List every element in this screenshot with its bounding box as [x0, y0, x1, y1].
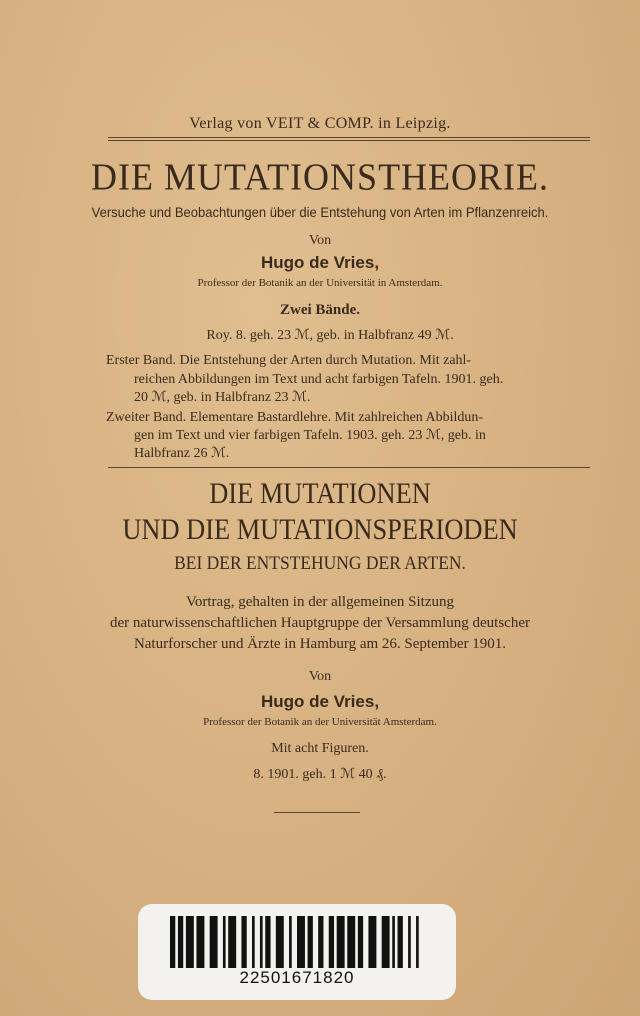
book1-volumes: Zwei Bände. — [279, 302, 360, 318]
barcode-bars — [170, 916, 424, 968]
book1-price: Roy. 8. geh. 23 ℳ, geb. in Halbfranz 49 ℳ. — [206, 328, 454, 343]
barcode-bar — [329, 916, 334, 968]
book2-von: Von — [308, 669, 332, 684]
middle-rule — [108, 467, 590, 468]
barcode-bar — [318, 916, 323, 968]
barcode-bar — [178, 916, 183, 968]
barcode-bar — [416, 916, 419, 968]
barcode-bar — [337, 916, 345, 968]
barcode-number: 22501671820 — [239, 968, 355, 987]
book2-desc-line-2: der naturwissenschaftlichen Hauptgruppe der Versammlung deutscher — [109, 615, 530, 631]
barcode-bar — [382, 916, 390, 968]
barcode-bar — [170, 916, 175, 968]
closing-rule — [274, 812, 360, 813]
barcode-bar — [368, 916, 376, 968]
book2-desc-line-3: Naturforscher und Ärzte in Hamburg am 26. September 1901. — [133, 636, 507, 652]
barcode-bar — [392, 916, 395, 968]
book1-author: Hugo de Vries, — [260, 253, 380, 272]
barcode-bar — [210, 916, 218, 968]
book2-affiliation: Professor der Botanik an der Universität Amsterdam. — [203, 716, 437, 728]
barcode-bar — [252, 916, 255, 968]
barcode-bar — [297, 916, 305, 968]
barcode-bar — [289, 916, 292, 968]
book1-affiliation: Professor der Botanik an der Universität in Amsterdam. — [197, 277, 443, 289]
barcode-bar — [265, 916, 270, 968]
barcode-bar — [260, 916, 263, 968]
barcode-bar — [241, 916, 246, 968]
vol1-line-3: 20 ℳ, geb. in Halbfranz 23 ℳ. — [134, 390, 311, 405]
book2-author: Hugo de Vries, — [260, 692, 380, 711]
barcode-bar — [276, 916, 284, 968]
barcode-bar — [358, 916, 363, 968]
vol2-line-2: gen im Text und vier farbigen Tafeln. 1903. geh. 23 ℳ, geb. in — [134, 428, 486, 443]
book2-price: 8. 1901. geh. 1 ℳ 40 ₰. — [253, 767, 387, 782]
top-double-rule-2 — [108, 140, 590, 141]
library-barcode-label — [138, 904, 456, 1000]
barcode-bar — [196, 916, 204, 968]
publisher-line: Verlag von VEIT & COMP. in Leipzig. — [189, 115, 451, 132]
vol1-line-1: Erster Band. Die Entstehung der Arten durch Mutation. Mit zahl- — [106, 353, 472, 368]
book2-title-line-3: BEI DER ENTSTEHUNG DER ARTEN. — [174, 553, 466, 574]
vol2-line-1: Zweiter Band. Elementare Bastardlehre. Mit zahlreichen Abbildun- — [106, 410, 484, 425]
book2-title-line-1: DIE MUTATIONEN — [209, 477, 431, 510]
barcode-bar — [223, 916, 226, 968]
book2-title-line-2: UND DIE MUTATIONSPERIODEN — [122, 513, 518, 546]
barcode-bar — [398, 916, 403, 968]
barcode-bar — [347, 916, 355, 968]
vol1-line-2: reichen Abbildungen im Text und acht farbigen Tafeln. 1901. geh. — [134, 372, 504, 387]
book1-von: Von — [308, 233, 332, 248]
barcode-bar — [408, 916, 411, 968]
book1-subtitle: Versuche und Beobachtungen über die Entstehung von Arten im Pflanzenreich. — [91, 204, 549, 220]
barcode-bar — [228, 916, 236, 968]
barcode-bar — [186, 916, 194, 968]
book1-title: DIE MUTATIONSTHEORIE. — [90, 156, 550, 198]
vol2-line-3: Halbfranz 26 ℳ. — [134, 446, 230, 461]
barcode-bar — [308, 916, 313, 968]
book2-desc-line-1: Vortrag, gehalten in der allgemeinen Sitzung — [186, 594, 454, 610]
top-double-rule — [108, 137, 590, 138]
book2-figures: Mit acht Figuren. — [271, 741, 369, 756]
